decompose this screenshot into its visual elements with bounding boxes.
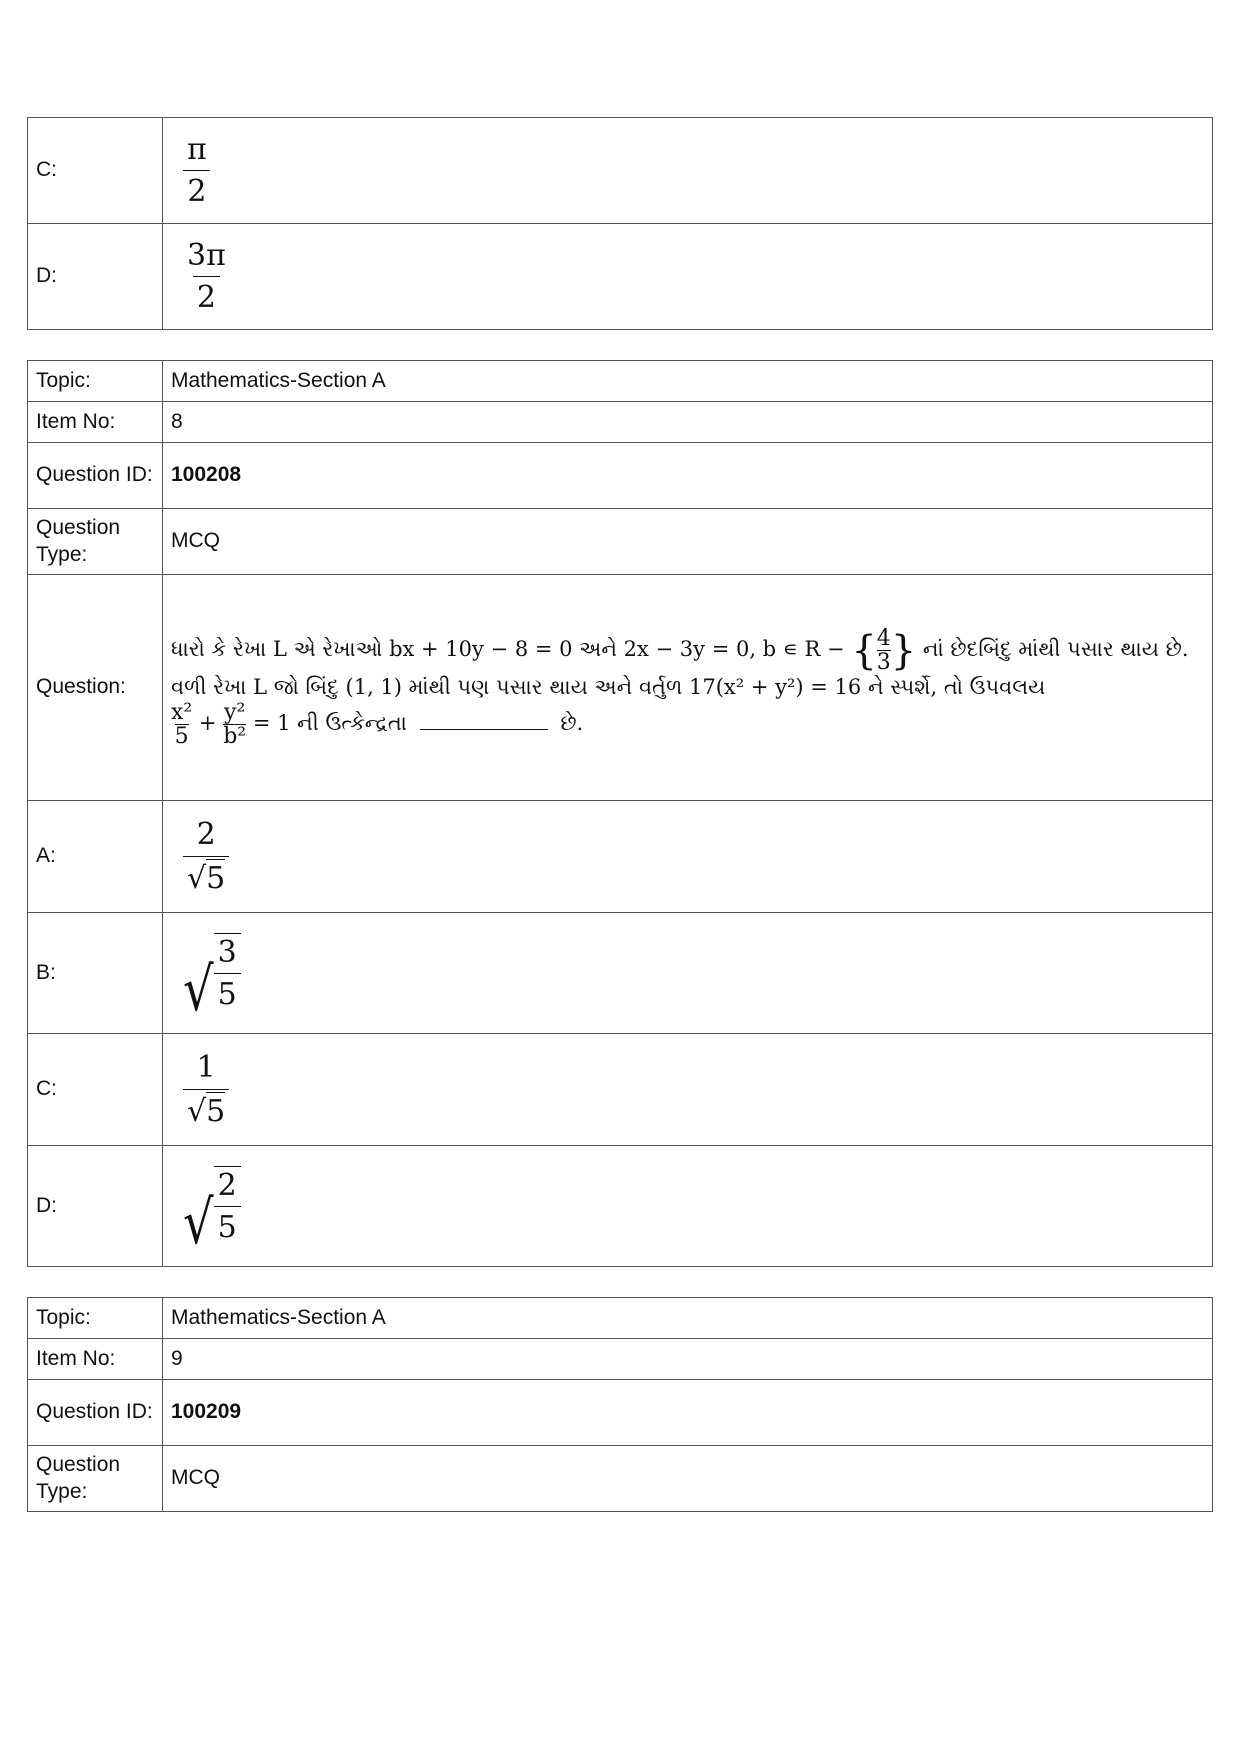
- question-line-3: [171, 701, 1204, 748]
- denominator: 5: [174, 723, 189, 749]
- option-row-b: [28, 913, 1213, 1034]
- question-type-value: MCQ: [163, 509, 1213, 575]
- item-no-value: 8: [163, 402, 1213, 443]
- topic-value: Mathematics-Section A: [163, 361, 1213, 402]
- right-brace: }: [890, 627, 917, 674]
- option-row-a: [28, 801, 1213, 913]
- radicand: 5: [206, 1093, 226, 1129]
- numerator: π: [187, 131, 207, 167]
- denominator: 5: [214, 1206, 241, 1247]
- question-id-value: 100209: [163, 1380, 1213, 1446]
- question-id-row: [28, 443, 1213, 509]
- question-type-value: MCQ: [163, 1446, 1213, 1512]
- question-type-label: Question Type:: [28, 1446, 163, 1512]
- radicand: [214, 1166, 241, 1247]
- denominator: 2: [183, 170, 210, 211]
- option-label: C:: [28, 1034, 163, 1146]
- item-no-value: 9: [163, 1339, 1213, 1380]
- option-value: [163, 801, 1213, 913]
- radical-sign: √: [187, 860, 207, 896]
- question-line-1: [171, 627, 1204, 674]
- question-type-label: Question Type:: [28, 509, 163, 575]
- fraction: [183, 131, 211, 211]
- question-id-value: 100208: [163, 443, 1213, 509]
- radicand: [214, 933, 241, 1014]
- option-value: [163, 118, 1213, 224]
- numerator: 2: [196, 817, 216, 852]
- radical-sign: √: [183, 1187, 214, 1258]
- question-id-label: Question ID:: [28, 1380, 163, 1446]
- item-no-label: Item No:: [28, 1339, 163, 1380]
- option-label: D:: [28, 1146, 163, 1267]
- option-row-c: [28, 118, 1213, 224]
- option-label: D:: [28, 224, 163, 330]
- topic-row: [28, 1298, 1213, 1339]
- set-fraction: [877, 627, 891, 674]
- radical-sign: √: [183, 954, 214, 1025]
- question-text-part: છે.: [560, 710, 584, 735]
- question-text-part: ધારો કે રેખા L એ રેખાઓ bx + 10y − 8 = 0 અને 2x − 3y = 0, b ∊ R −: [171, 637, 845, 662]
- numerator: y²: [224, 699, 246, 725]
- radical-sign: √: [187, 1093, 207, 1129]
- plus-sign: +: [198, 710, 217, 735]
- item-no-row: [28, 402, 1213, 443]
- topic-row: [28, 361, 1213, 402]
- numerator: 3π: [187, 237, 226, 273]
- fraction: [183, 816, 229, 897]
- question-table-item-8: [27, 360, 1213, 1267]
- question-type-row: [28, 1446, 1213, 1512]
- option-value: [163, 1146, 1213, 1267]
- ellipse-fraction-y: [223, 701, 246, 748]
- square-root: [183, 1166, 241, 1258]
- square-root: [187, 859, 225, 898]
- denominator: b²: [223, 723, 247, 749]
- numerator: 1: [196, 1050, 216, 1085]
- topic-value: Mathematics-Section A: [163, 1298, 1213, 1339]
- numerator: 2: [217, 1167, 237, 1203]
- item-no-row: [28, 1339, 1213, 1380]
- square-root: [187, 1092, 225, 1131]
- denominator: [183, 1089, 229, 1131]
- option-value: [163, 1034, 1213, 1146]
- question-type-row: [28, 509, 1213, 575]
- question-text: [163, 575, 1213, 801]
- fraction: [214, 1167, 241, 1247]
- denominator: 2: [193, 276, 220, 317]
- option-row-d: [28, 224, 1213, 330]
- set-braces: [851, 627, 916, 674]
- option-label: A:: [28, 801, 163, 913]
- question-id-label: Question ID:: [28, 443, 163, 509]
- topic-label: Topic:: [28, 361, 163, 402]
- question-id-row: [28, 1380, 1213, 1446]
- numerator: x²: [171, 699, 193, 725]
- item-no-label: Item No:: [28, 402, 163, 443]
- option-value: [163, 224, 1213, 330]
- fraction: [183, 237, 230, 317]
- answer-blank: [420, 701, 548, 730]
- square-root: [183, 933, 241, 1025]
- fraction: [214, 934, 241, 1014]
- denominator: [183, 856, 229, 898]
- numerator: 3: [217, 934, 237, 970]
- question-label: Question:: [28, 575, 163, 801]
- numerator: 4: [876, 626, 891, 652]
- question-line-2: વળી રેખા L જો બિંદુ (1, 1) માંથી પણ પસાર થાય અને વર્તુળ 17(x² + y²) = 16 ને સ્પર્શે, તો ઉપવલય: [171, 675, 1046, 700]
- option-label: C:: [28, 118, 163, 224]
- topic-label: Topic:: [28, 1298, 163, 1339]
- question-table-item-9: [27, 1297, 1213, 1512]
- question-text-part: નાં છેદબિંદુ માંથી પસાર થાય છે.: [922, 637, 1189, 662]
- previous-question-options-table: [27, 117, 1213, 330]
- option-label: B:: [28, 913, 163, 1034]
- ellipse-fraction-x: [171, 701, 192, 748]
- denominator: 5: [214, 973, 241, 1014]
- question-row: [28, 575, 1213, 801]
- denominator: 3: [876, 650, 891, 676]
- option-row-c: [28, 1034, 1213, 1146]
- option-row-d: [28, 1146, 1213, 1267]
- radicand: 5: [206, 860, 226, 896]
- option-value: [163, 913, 1213, 1034]
- fraction: [183, 1049, 229, 1130]
- question-text-part: = 1 ની ઉત્કેન્દ્રતા: [252, 710, 407, 735]
- left-brace: {: [851, 627, 877, 674]
